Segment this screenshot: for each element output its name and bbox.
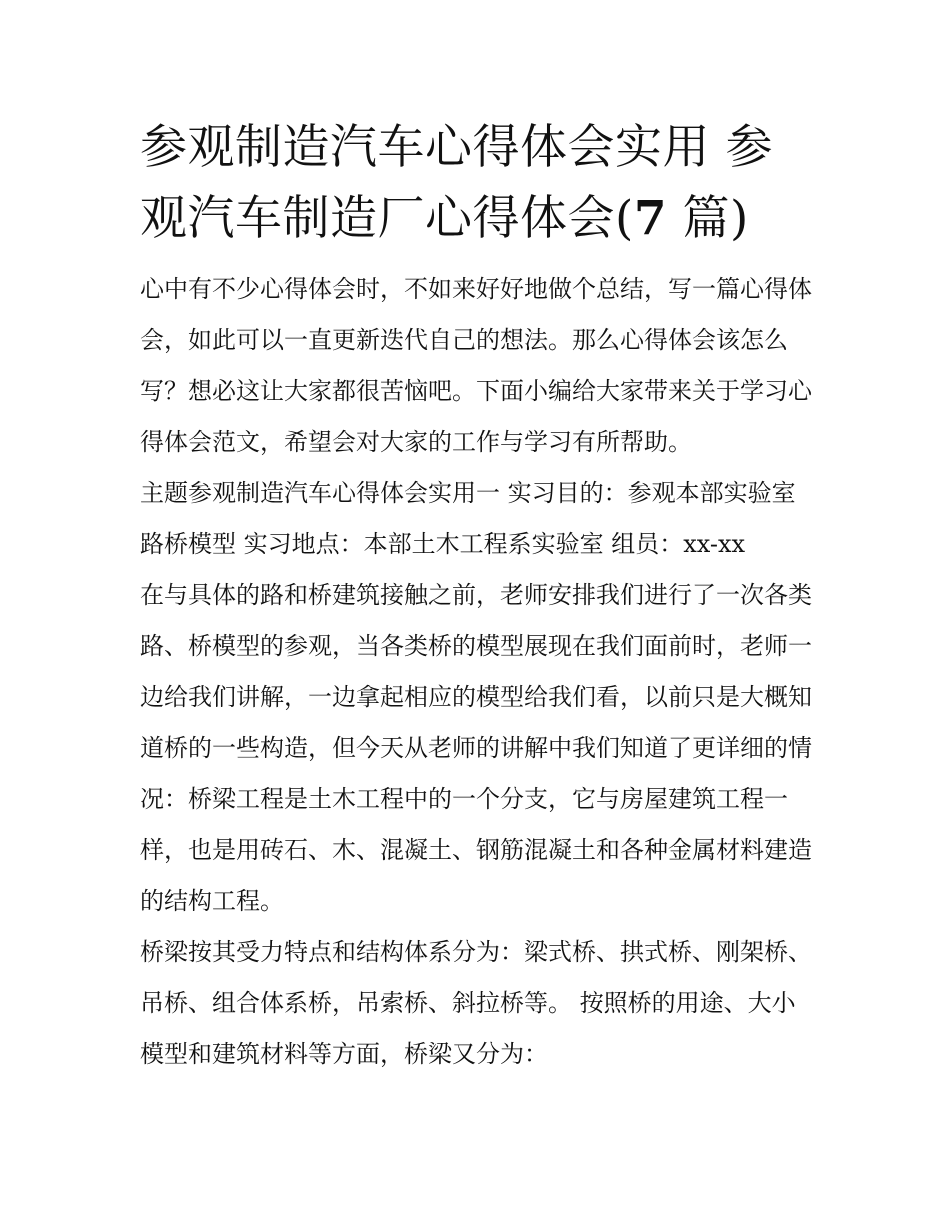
title-count: 7 bbox=[633, 191, 668, 246]
title-text: 参观制造汽车心得体会实用 参观汽车制造厂心得体会( bbox=[140, 120, 773, 246]
visit-paragraph: 在与具体的路和桥建筑接触之前，老师安排我们进行了一次各类路、桥模型的参观，当各类桥的模型展现在我们面前时，老师一边给我们讲解，一边拿起相应的模型给我们看，以前只是大概知道桥的一些构造，但今天从老师的讲解中我们知道了更详细的情况：桥梁工程是土木工程中的一个分支，它与房屋建筑工程一样，也是用砖石、木、混凝土、钢筋混凝土和各种金属材料建造的结构工程。 bbox=[140, 581, 812, 915]
bridge-types-paragraph: 桥梁按其受力特点和结构体系分为：梁式桥、拱式桥、刚架桥、吊桥、组合体系桥，吊索桥、斜拉桥等。 按照桥的用途、大小模型和建筑材料等方面，桥梁又分为： bbox=[140, 938, 812, 1068]
document-page bbox=[140, 112, 812, 1080]
topic-paragraph: 主题参观制造汽车心得体会实用一 实习目的：参观本部实验室路桥模型 实习地点：本部土木工程系实验室 组员：xx-xx bbox=[140, 479, 796, 558]
document-title bbox=[140, 112, 812, 254]
intro-paragraph: 心中有不少心得体会时，不如来好好地做个总结，写一篇心得体会，如此可以一直更新迭代自己的想法。那么心得体会该怎么写？想必这让大家都很苦恼吧。下面小编给大家带来关于学习心得体会范文，希望会对大家的工作与学习有所帮助。 bbox=[140, 275, 812, 456]
title-suffix: 篇) bbox=[667, 191, 749, 246]
